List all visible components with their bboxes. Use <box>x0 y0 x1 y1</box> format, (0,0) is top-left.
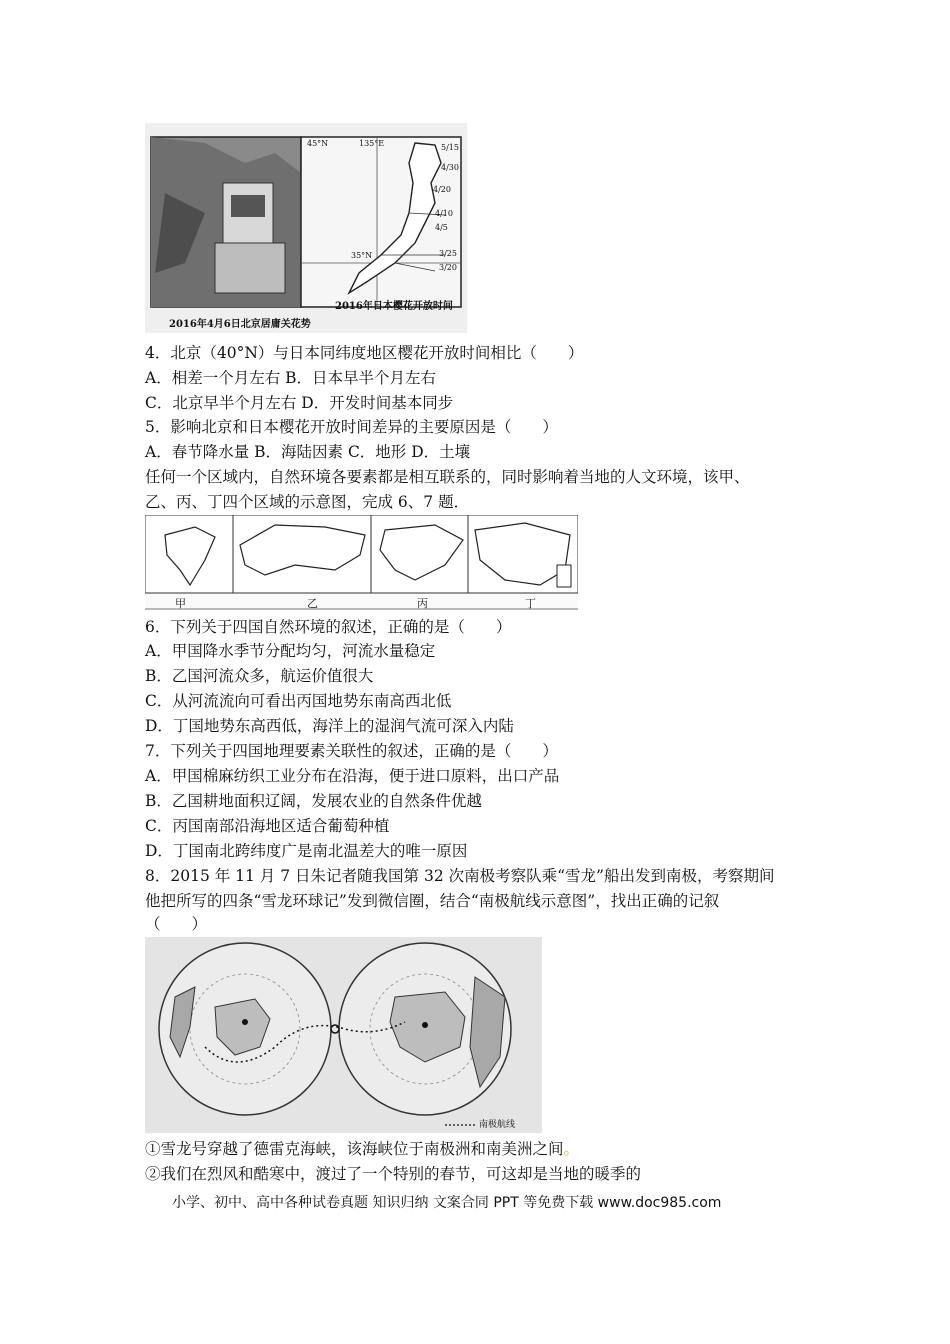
lat-label-35n: 35°N <box>351 251 373 260</box>
q7-stem: 7．下列关于四国地理要素关联性的叙述，正确的是（ ） <box>145 742 558 760</box>
date-label: 5/15 <box>441 143 459 152</box>
intro-67-line2: 乙、丙、丁四个区域的示意图，完成 6、7 题． <box>145 493 470 511</box>
statement-1-text: ①雪龙号穿越了德雷克海峡，该海峡位于南极洲和南美洲之间 <box>145 1140 564 1158</box>
date-label: 4/10 <box>435 209 453 218</box>
q4-options-ab: A．相差一个月左右 B．日本早半个月左右 <box>145 369 437 387</box>
caption-left: 2016年4月6日北京居庸关花势 <box>169 319 311 330</box>
page-footer: 小学、初中、高中各种试卷真题 知识归纳 文案合同 PPT 等免费下载 www.doc985.com <box>172 1195 722 1211</box>
map-label-jia: 甲 <box>175 597 186 610</box>
q7-option-a: A．甲国棉麻纺织工业分布在沿海，便于进口原料，出口产品 <box>145 767 560 785</box>
q5-stem: 5．影响北京和日本樱花开放时间差异的主要原因是（ ） <box>145 418 558 436</box>
q4-stem: 4．北京（40°N）与日本同纬度地区樱花开放时间相比（ ） <box>145 344 584 362</box>
q5-options: A．春节降水量 B．海陆因素 C．地形 D．土壤 <box>145 443 471 461</box>
lon-label-135e: 135°E <box>359 139 385 148</box>
date-label: 4/5 <box>435 223 448 232</box>
map-label-ding: 丁 <box>525 597 536 610</box>
q8-line1: 8．2015 年 11 月 7 日朱记者随我国第 32 次南极考察队乘“雪龙”船出发到南极，考察期间 <box>145 867 775 885</box>
statement-1 <box>145 1139 579 1159</box>
map-label-bing: 丙 <box>417 597 428 610</box>
caption-right: 2016年日本樱花开放时间 <box>335 301 453 312</box>
q6-option-d: D．丁国地势东高西低，海洋上的湿润气流可深入内陆 <box>145 717 514 735</box>
q8-line3: （ ） <box>145 915 208 933</box>
q8-line2: 他把所写的四条“雪龙环球记”发到微信圈，结合“南极航线示意图”，找出正确的记叙 <box>145 892 720 910</box>
q6-option-c: C．从河流流向可看出丙国地势东南高西北低 <box>145 692 452 710</box>
figure-four-countries <box>145 515 578 610</box>
figure-cherry-blossom <box>145 123 467 333</box>
intro-67-line1: 任何一个区域内，自然环境各要素都是相互联系的，同时影响着当地的人文环境，该甲、 <box>145 468 750 486</box>
figure-antarctic-route <box>145 937 542 1133</box>
date-label: 4/30 <box>441 163 459 172</box>
date-label: 4/20 <box>433 185 451 194</box>
q7-option-b: B．乙国耕地面积辽阔，发展农业的自然条件优越 <box>145 792 482 810</box>
q6-option-b: B．乙国河流众多，航运价值很大 <box>145 667 374 685</box>
q7-option-c: C．丙国南部沿海地区适合葡萄种植 <box>145 817 390 835</box>
q7-option-d: D．丁国南北跨纬度广是南北温差大的唯一原因 <box>145 842 468 860</box>
q6-stem: 6．下列关于四国自然环境的叙述，正确的是（ ） <box>145 618 512 636</box>
date-label: 3/25 <box>439 249 457 258</box>
map-label-yi: 乙 <box>307 597 318 610</box>
statement-2: ②我们在烈风和酷寒中，渡过了一个特别的春节，可这却是当地的暖季的 <box>145 1165 642 1183</box>
q4-options-cd: C．北京早半个月左右 D．开发时间基本同步 <box>145 394 454 412</box>
statement-1-end: 。 <box>563 1140 580 1158</box>
date-label: 3/20 <box>439 263 457 272</box>
route-legend: 南极航线 <box>479 1120 516 1130</box>
lon-label-45n: 45°N <box>307 139 329 148</box>
q6-option-a: A．甲国降水季节分配均匀，河流水量稳定 <box>145 642 436 660</box>
